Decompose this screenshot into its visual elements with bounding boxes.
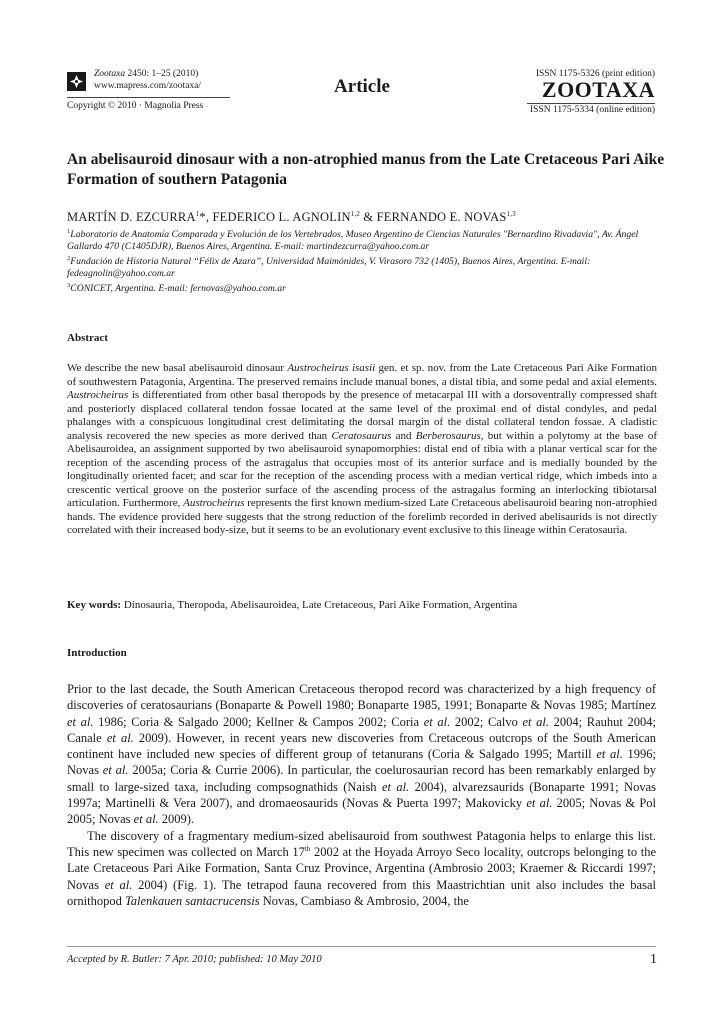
author-1-affil: 1 <box>195 210 200 218</box>
acceptance-note: Accepted by R. Butler: 7 Apr. 2010; published: 10 May 2010 <box>67 954 322 965</box>
journal-volume: 2450: 1–25 (2010) <box>125 69 199 79</box>
author-2: FEDERICO L. AGNOLIN <box>212 210 351 225</box>
taxon-name: Berberosaurus <box>415 429 481 442</box>
et-al: et al. <box>67 714 94 729</box>
et-al: et al. <box>381 779 410 794</box>
abstract-text: and <box>391 429 416 442</box>
text: 1986; Coria & Salgado 2000; Kellner & Campos 2002; Coria <box>93 714 424 729</box>
abstract-text: represents the first known medium-sized Late Cretaceous abelisauroid bearing non-atrophied hands. The evidence provided here suggests that the strong reduction of the forelimb recorded in derived abelisaurids is not directly correlated with their increased body-size, but it seems to be an evolutionary event exclusive to this lineage within Ceratosauria. <box>67 497 657 536</box>
text: 2009). <box>158 812 195 827</box>
text: 2005a; Coria & Currie 2006). In particular, the coelurosaurian record has been remarkably enlarged by small to large-sized taxa, including compsognathids (Naish <box>67 763 656 794</box>
paragraph <box>67 681 656 828</box>
text: 2004; Rauhut 2004; Canale <box>67 714 656 745</box>
affiliations <box>67 226 667 296</box>
et-al: et al. <box>522 714 549 729</box>
journal-name: Zootaxa <box>94 69 126 79</box>
et-al: et al. <box>526 796 553 811</box>
article-label: Article <box>334 76 390 97</box>
text: 2005; Novas & Pol 2005; Novas <box>67 796 656 827</box>
author-3: FERNANDO E. NOVAS <box>376 210 507 225</box>
et-al: et al. <box>423 714 451 729</box>
affiliation-2 <box>67 253 667 280</box>
affiliation-number: 2 <box>67 255 71 263</box>
author-separator: & <box>360 210 377 225</box>
paragraph <box>67 828 656 909</box>
author-1-mark: *, <box>199 210 213 225</box>
taxon-name: Austrocheirus <box>183 497 245 509</box>
copyright: Copyright © 2010 · Magnolia Press <box>67 101 204 111</box>
et-al: et al. <box>104 877 133 892</box>
author-1: MARTÍN D. EZCURRA <box>67 210 196 225</box>
taxon-name: Austrocheirus <box>67 389 129 401</box>
journal-url[interactable]: www.mapress.com/zootaxa/ <box>94 81 202 91</box>
affiliation-text: CONICET, Argentina. E-mail: fernovas@yahoo.com.ar <box>70 283 286 295</box>
affiliation-text: Laboratorio de Anatomía Comparada y Evolución de los Vertebrados, Museo Argentino de Ciencias Naturales "Bernardino Rivadavia", Av. Ángel Gallardo 470 (C1405DJR), Buenos Aires, Argentina. E-mail: martindezcurra@yahoo.com.ar <box>67 229 639 253</box>
taxon-name: Austrocheirus isasii <box>287 362 376 374</box>
author-2-affil: 1,2 <box>350 210 361 218</box>
abstract-text: , but within a polytomy at the base of Abelisauroidea, an assignment supported by two abelisauroid synapomorphies: distal end of tibia with a planar vertical scar for the reception of the ascending process of the astragalus that occupies most of its anterior surface and is medially bounded by the longitudinally oriented facet; and scar for the reception of the ascending process with a median vertical ridge, which imbeds into a crescentic vertical groove on the posterior surface of the ascending process of the astragalus forming an interlocking tibiotarsal articulation. Furthermore, <box>67 429 658 509</box>
zootaxa-wordmark: ZOOTAXA <box>541 77 655 102</box>
affiliation-number: 3 <box>67 282 71 290</box>
footer-rule <box>67 946 656 947</box>
paper-title: An abelisauroid dinosaur with a non-atrophied manus from the Late Cretaceous Pari Aike Formation of southern Patagonia <box>67 151 665 188</box>
abstract-heading: Abstract <box>67 332 108 344</box>
author-3-affil: 1,3 <box>506 210 516 218</box>
text: Prior to the last decade, the South American Cretaceous theropod record was characterized by a high frequency of discoveries of ceratosaurians (Bonaparte & Powell 1980; Bonaparte 1985, 1991; Bonaparte & Novas 1985; Martínez <box>67 682 656 713</box>
affiliation-text: Fundación de Historia Natural “Félix de Azara”, Universidad Maimónides, V. Virasoro 732 (1405), Buenos Aires, Argentina. E-mail: fedeagnolin@yahoo.com.ar <box>67 256 591 280</box>
et-al: et al. <box>133 812 159 827</box>
affiliation-1 <box>67 226 667 253</box>
text: The discovery of a fragmentary medium-sized abelisauroid from southwest Patagonia helps to enlarge this list. This new specimen was collected on March 17 <box>67 828 656 859</box>
text: 1996; Novas <box>67 747 656 778</box>
taxon-name: Ceratosaurus <box>331 429 392 442</box>
taxon-name: Talenkauen santacrucensis <box>124 893 260 908</box>
keywords <box>67 599 657 611</box>
issn-print: ISSN 1175-5326 (print edition) <box>535 69 655 79</box>
introduction-body <box>67 681 656 909</box>
affiliation-number: 1 <box>67 228 71 235</box>
et-al: et al. <box>106 730 134 745</box>
affiliation-3 <box>67 280 667 295</box>
keywords-text: Dinosauria, Theropoda, Abelisauroidea, Late Cretaceous, Pari Aike Formation, Argentina <box>121 599 518 611</box>
page-number: 1 <box>650 952 657 967</box>
text: 2004) (Fig. 1). The tetrapod fauna recovered from this Maastrichtian unit also includes the basal ornithopod <box>67 877 656 908</box>
keywords-label: Key words: <box>67 599 122 611</box>
text: 2002 at the Hoyada Arroyo Seco locality, outcrops belonging to the Late Cretaceous Pari Aike Formation, Santa Cruz Province, Argentina (Ambrosio 2003; Kraemer & Riccardi 1997; Novas <box>67 844 656 892</box>
ordinal-suffix: th <box>304 844 311 853</box>
abstract-body <box>67 362 657 538</box>
et-al: et al. <box>596 747 623 762</box>
author-line <box>67 210 516 225</box>
abstract-text: We describe the new basal abelisauroid dinosaur <box>67 362 288 374</box>
et-al: et al. <box>102 763 129 778</box>
text: Novas, Cambiaso & Ambrosio, 2004, the <box>259 893 469 908</box>
abstract-text: is differentiated from other basal theropods by the presence of metacarpal III with a dorsoventrally compressed shaft and posteriorly displaced collateral tendon fossae located at the same level of the proximal end of distal condyles, and pedal phalanges with a conspicuous longitudinal crest delimitating the dorsal margin of the distal collateral tendon fossae. A cladistic analysis recovered the new species as more derived than <box>67 389 657 442</box>
text: 2009). However, in recent years new discoveries from Cretaceous outcrops of the South American continent have included new species of different group of tetanurans (Coria & Salgado 1995; Martill <box>67 730 656 762</box>
introduction-heading: Introduction <box>67 647 127 659</box>
abstract-text: gen. et sp. nov. from the Late Cretaceous Pari Aike Formation of southwestern Patagonia, Argentina. The preserved remains include manual bones, a distal tibia, and some pedal and axial elements. <box>67 362 657 388</box>
text: 2004), alvarezsaurids (Bonaparte 1991; Novas 1997a; Martinelli & Vera 2007), and dromaeosaurids (Novas & Puerta 1997; Makovicky <box>67 779 656 811</box>
issn-online: ISSN 1175-5334 (online edition) <box>530 105 655 115</box>
text: 2002; Calvo <box>450 714 523 729</box>
